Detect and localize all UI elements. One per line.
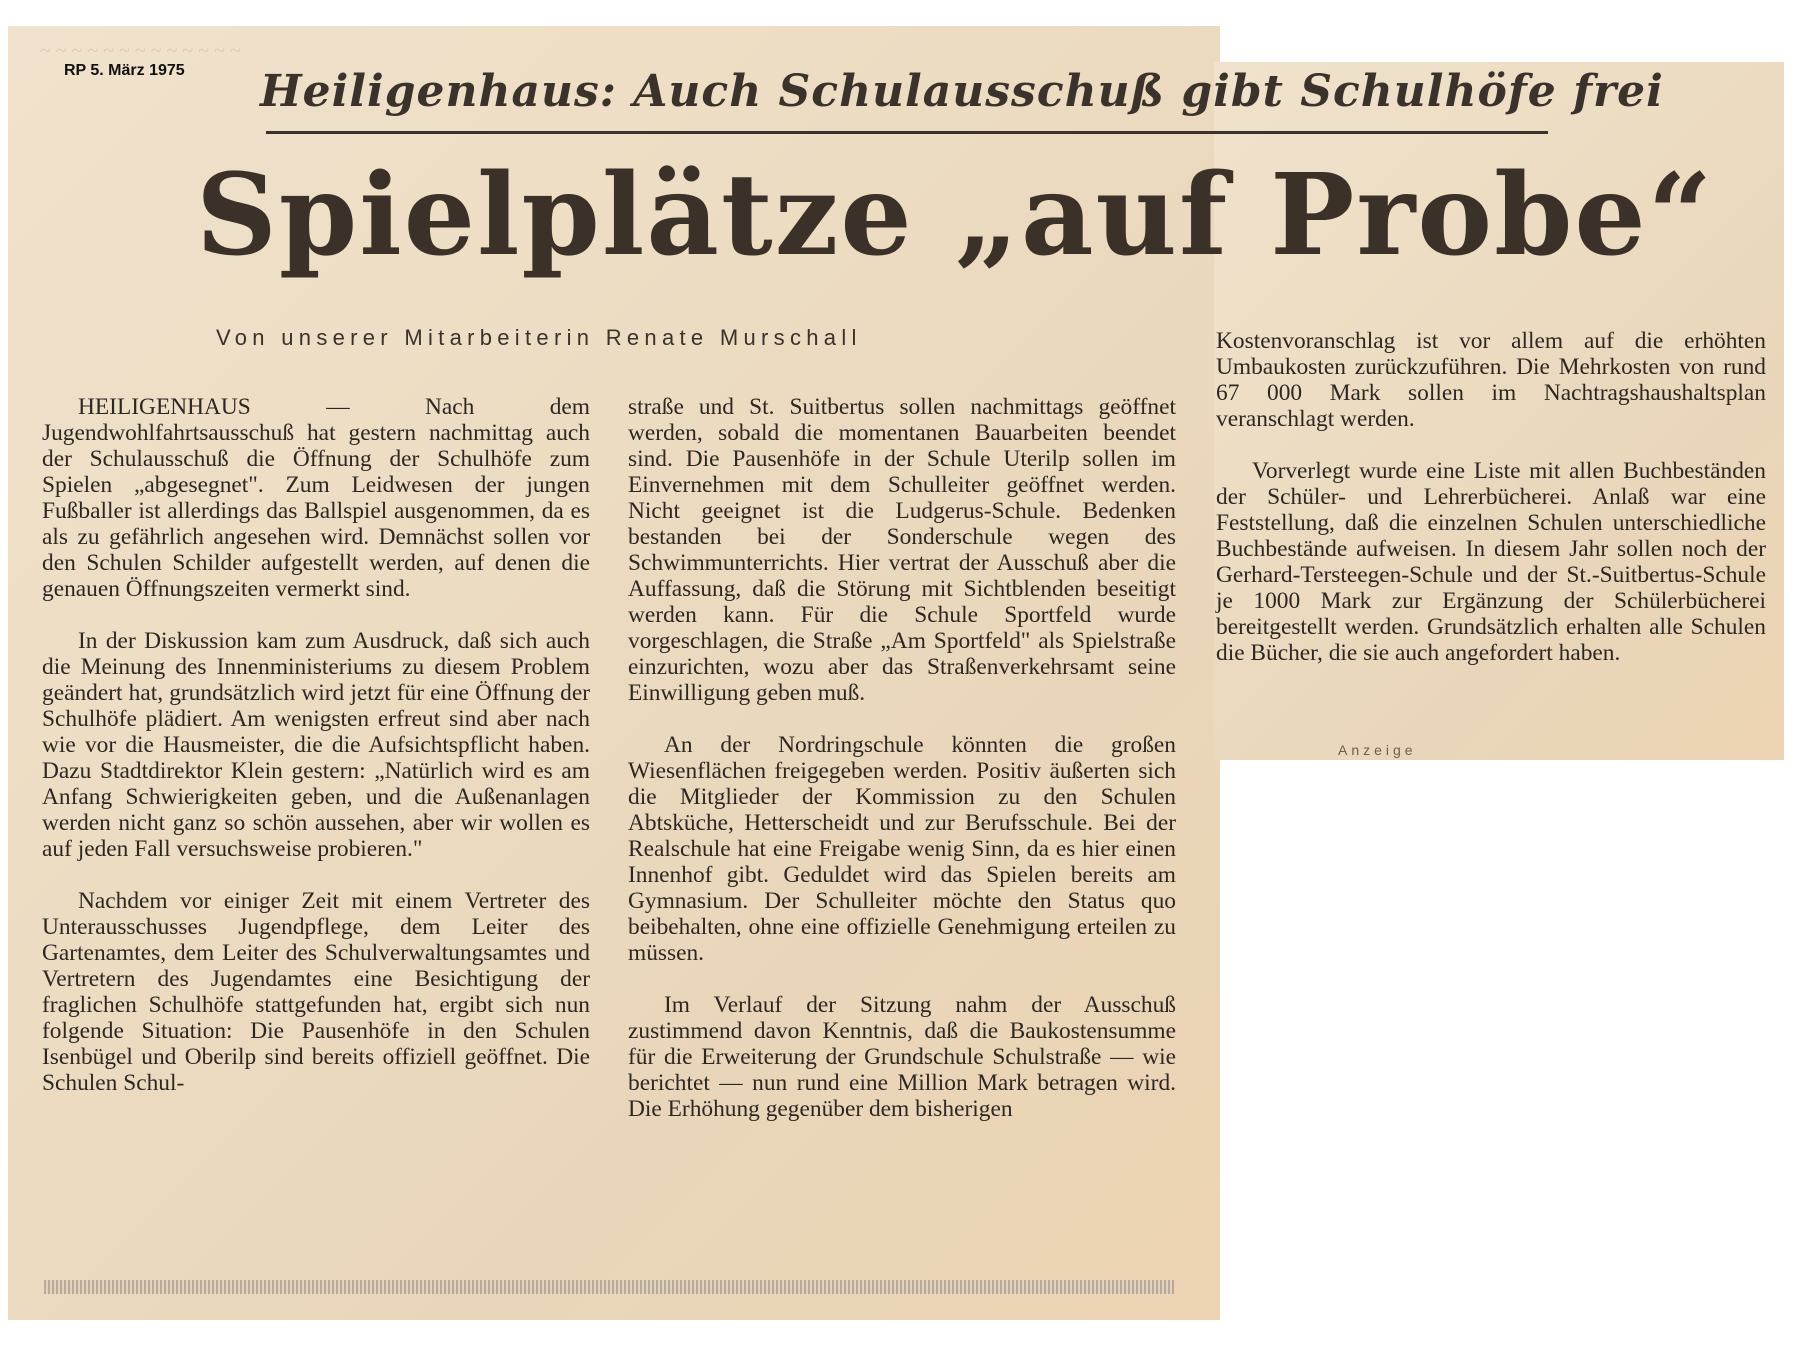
paragraph: Im Verlauf der Sitzung nahm der Ausschuß zustimmend davon Kenntnis, daß die Baukostensumme für die Erweiterung der Grundschule Schulstraße — wie berichtet — nun rund eine Million Mark betragen wird. Die Erhöhung gegenüber dem bisherigen [628, 992, 1176, 1122]
ad-label: Anzeige [1338, 742, 1417, 758]
paragraph: Nachdem vor einiger Zeit mit einem Vertreter des Unterausschusses Jugendpflege, dem Leiter des Gartenamtes, dem Leiter des Schulverwaltungsamtes und Vertretern des Jugendamtes eine Besichtigung der fraglichen Schulhöfe stattgefunden hat, ergibt sich nun folgende Situation: Die Pausenhöfe in den Schulen Isenbügel und Oberilp sind bereits offiziell geöffnet. Die Schulen Schul- [42, 888, 590, 1096]
paragraph: Vorverlegt wurde eine Liste mit allen Buchbeständen der Schüler- und Lehrerbücherei. Anlaß war eine Feststellung, daß die einzelnen Schulen unterschiedliche Buchbestände aufweisen. In diesem Jahr sollen noch der Gerhard-Tersteegen-Schule und der St.-Suitbertus-Schule je 1000 Mark zur Ergänzung der Schülerbücherei bereitgestellt werden. Grundsätzlich erhalten alle Schulen die Bücher, die sie auch angefordert haben. [1216, 458, 1766, 666]
main-headline: Spielplätze „auf Probe“ [196, 150, 1715, 281]
byline: Von unserer Mitarbeiterin Renate Murschall [216, 325, 862, 350]
paragraph: straße und St. Suitbertus sollen nachmittags geöffnet werden, sobald die momentanen Bauarbeiten beendet sind. Die Pausenhöfe in der Schule Uterilp sollen im Einvernehmen mit dem Schulleiter geöffnet werden. Nicht geeignet ist die Ludgerus-Schule. Bedenken bestanden bei der Sonderschule wegen des Schwimmunterrichts. Hier vertrat der Ausschuß aber die Auffassung, daß die Störung mit Sichtblenden beseitigt werden kann. Für die Schule Sportfeld wurde vorgeschlagen, die Straße „Am Sportfeld" als Spielstraße einzurichten, wozu aber das Straßenverkehrsamt seine Einwilligung geben muß. [628, 394, 1176, 706]
torn-edge-band [44, 1280, 1174, 1294]
article-column-1 [42, 394, 590, 1122]
article-column-2 [628, 394, 1176, 1148]
bleed-through-texture: ~ ~ ~ ~ ~ ~ ~ ~ ~ ~ ~ ~ ~ [40, 40, 241, 62]
paragraph: In der Diskussion kam zum Ausdruck, daß sich auch die Meinung des Innenministeriums zu diesem Problem geändert hat, grundsätzlich wird jetzt für eine Öffnung der Schulhöfe plädiert. Am wenigsten erfreut sind aber nach wie vor die Hausmeister, die die Aufsichtspflicht haben. Dazu Stadtdirektor Klein gestern: „Natürlich wird es am Anfang Schwierigkeiten geben, und die Außenanlagen werden nicht ganz so schön aussehen, aber wir wollen es auf jeden Fall versuchsweise probieren." [42, 628, 590, 862]
kicker-rule [266, 131, 1548, 134]
paragraph: Kostenvoranschlag ist vor allem auf die erhöhten Umbaukosten zurückzuführen. Die Mehrkosten von rund 67 000 Mark sollen im Nachtragshaushaltsplan veranschlagt werden. [1216, 328, 1766, 432]
paragraph: HEILIGENHAUS — Nach dem Jugendwohlfahrtsausschuß hat gestern nachmittag auch der Schulausschuß die Öffnung der Schulhöfe zum Spielen „abgesegnet". Zum Leidwesen der jungen Fußballer ist allerdings das Ballspiel ausgenommen, da es als zu gefährlich angesehen wird. Demnächst sollen vor den Schulen Schilder aufgestellt werden, auf denen die genauen Öffnungszeiten vermerkt sind. [42, 394, 590, 602]
paragraph: An der Nordringschule könnten die großen Wiesenflächen freigegeben werden. Positiv äußerten sich die Mitglieder der Kommission zu den Schulen Abtsküche, Hetterscheidt und zur Berufsschule. Bei der Realschule hat eine Freigabe wenig Sinn, da es hier einen Innenhof gibt. Geduldet wird das Spielen bereits am Gymnasium. Der Schulleiter möchte den Status quo beibehalten, ohne eine offizielle Genehmigung erteilen zu müssen. [628, 732, 1176, 966]
article-column-3 [1216, 328, 1766, 692]
kicker-headline: Heiligenhaus: Auch Schulausschuß gibt Schulhöfe frei [260, 66, 1664, 117]
archive-stamp: RP 5. März 1975 [64, 62, 185, 79]
